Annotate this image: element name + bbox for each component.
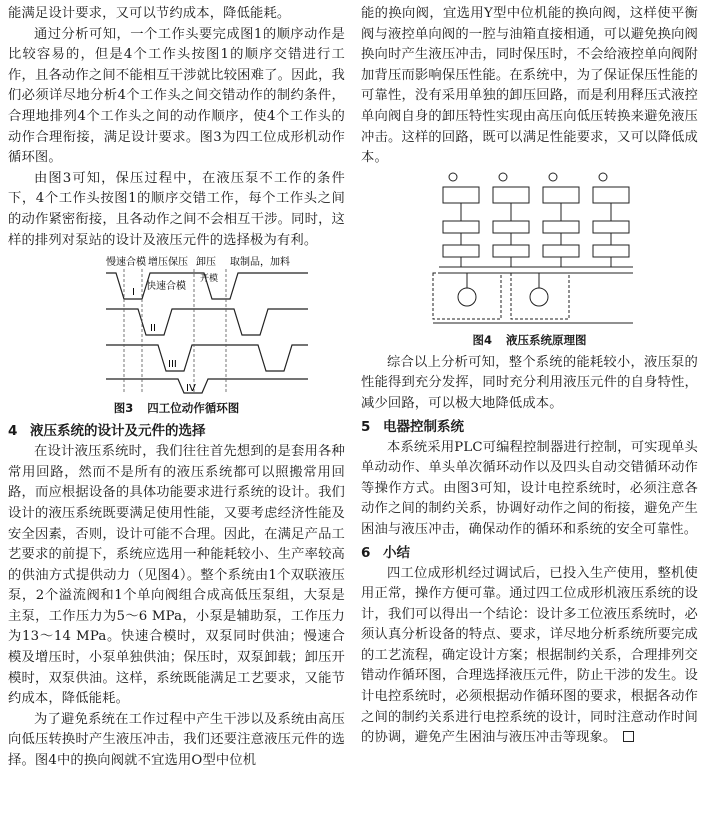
figure-4-caption <box>361 331 698 349</box>
figure-number: 图3 <box>113 401 134 416</box>
end-of-article-mark <box>623 731 634 742</box>
paragraph: 通过分析可知，一个工作头要完成图1的顺序动作是比较容易的，但是4个工作头按图1的顺序交错进行工作，且各动作之间不能相互干涉就比较困难了。因此，我们必须详尽地分析4个工作头之间交错动作的制约条件，合理地排列4个工作头之间的动作顺序，使4个工作头的动作合理衔接，满足设计要求。图3为四工位成形机动作循环图。 <box>8 26 345 166</box>
paragraph: 本系统采用PLC可编程控制器进行控制，可实现单头单动动作、单头单次循环动作以及四头自动交错循环动作等操作方式。由图3可知，设计电控系统时，必须注意各动作之间的制约关系，协调好动作之间的衔接，避免产生困油与液压冲击，确保动作的循环和系统的安全可靠性。 <box>361 439 698 537</box>
paragraph: 由图3可知，保压过程中，在液压泵不工作的条件下，4个工作头按图1的顺序交错工作，每个工作头之间的动作紧密衔接，且各动作之间不会相互干涉。同时，这样的排列对泵站的设计及液压元件的选择极为有利。 <box>8 170 345 248</box>
left-column <box>8 4 345 772</box>
fig3-label-II: II <box>150 323 156 335</box>
section-number: 4 <box>8 423 18 440</box>
paragraph: 在设计液压系统时，我们往往首先想到的是套用各种常用回路，然而不是所有的液压系统都可以照搬常用回路，而应根据设备的具体功能要求进行系统的设计。我们设计的液压系统既要满足使用性能，又要考虑经济性能及安全因素，否则，设计可能不合理。因此，在满足产品工艺要求的前提下，系统应选用一种能耗较小、生产率较高的供油方式提供动力（见图4）。整个系统由1个双联液压泵，2个溢流阀和1个单向阀组合成高低压泵组，大泵是主泵，工作压力为5～6 MPa，小泵是辅助泵，工作压力为13～14 MPa。快速合模时，双泵同时供油；慢速合模及增压时，小泵单独供油；保压时，双泵卸载；卸压开模时，双泵供油。这样，系统既能满足工艺要求，又能节约成本，降低能耗。 <box>8 444 345 707</box>
section-number: 6 <box>361 544 371 561</box>
figure-3 <box>8 251 345 417</box>
paragraph: 能满足设计要求，又可以节约成本，降低能耗。 <box>8 6 291 21</box>
figure-title: 液压系统原理图 <box>506 332 587 347</box>
paragraph <box>361 564 698 749</box>
cycle-diagram <box>8 251 345 397</box>
fig3-label-rise: 增压保压 <box>148 257 188 269</box>
paragraph: 为了避免系统在工作过程中产生干涉以及系统由高压向低压转换时产生液压冲击，我们还要注意液压元件的选择。图4中的换向阀就不宜选用O型中位机 <box>8 711 345 769</box>
section-heading <box>361 543 698 564</box>
figure-number: 图4 <box>472 332 492 347</box>
section-title: 液压系统的设计及元件的选择 <box>30 423 206 440</box>
right-column <box>361 4 698 749</box>
fig3-label-IV: IV <box>186 383 196 395</box>
hydraulic-schematic <box>361 169 698 329</box>
fig3-label-III: III <box>168 359 177 371</box>
paragraph: 综合以上分析可知，整个系统的能耗较小，液压泵的性能得到充分发挥，同时充分利用液压元件的自身特性，减少回路，可以极大地降低成本。 <box>361 354 698 411</box>
section-heading <box>361 417 698 438</box>
figure-3-caption <box>8 399 345 417</box>
paragraph-text: 四工位成形机经过调试后，已投入生产使用，整机使用正常，操作方便可靠。通过四工位成形机液压系统的设计，我们可以得出一个结论：设计多工位液压系统时，必须认真分析设备的特点、要求，详尽地分析系统所要完成的工艺流程，确定设计方案；根据制约关系，合理排列交错动作循环图，合理选择液压元件，防止干涉的发生。设计电控系统时，必须根据动作循环图的要求，根据各动作之间的制约关系进行电控系统的设计，同时注意动作时间的协调，避免产生困油与液压冲击等现象。 <box>361 565 698 746</box>
fig3-label-unload: 卸压 <box>196 257 216 269</box>
fig3-label-I: I <box>132 287 135 299</box>
section-number: 5 <box>361 418 371 435</box>
fig3-label-fast-close: 慢速合模 <box>106 257 146 269</box>
figure-4 <box>361 169 698 349</box>
section-title: 小结 <box>383 544 410 561</box>
figure-title: 四工位动作循环图 <box>147 401 240 416</box>
fig3-label-take: 取制品，加料 <box>230 257 290 269</box>
fig3-label-open: 开模 <box>200 274 219 285</box>
section-heading <box>8 421 345 442</box>
fig3-label-quick-close: 快速合模 <box>146 281 186 293</box>
paragraph: 能的换向阀，宜选用Y型中位机能的换向阀，这样使平衡阀与液控单向阀的一腔与油箱直接相通，可以避免换向阀换向时产生液压冲击，同时保压时，不会给液控单向阀附加背压而影响保压性能。在系统中，为了保证保压性能的可靠性，没有采用单独的卸压回路，而是利用释压式液控单向阀自身的卸压特性实现由高压向低压转换来避免液压冲击。这样的回路，既可以满足性能要求，又可以降低成本。 <box>361 6 698 166</box>
section-title: 电器控制系统 <box>383 418 464 435</box>
